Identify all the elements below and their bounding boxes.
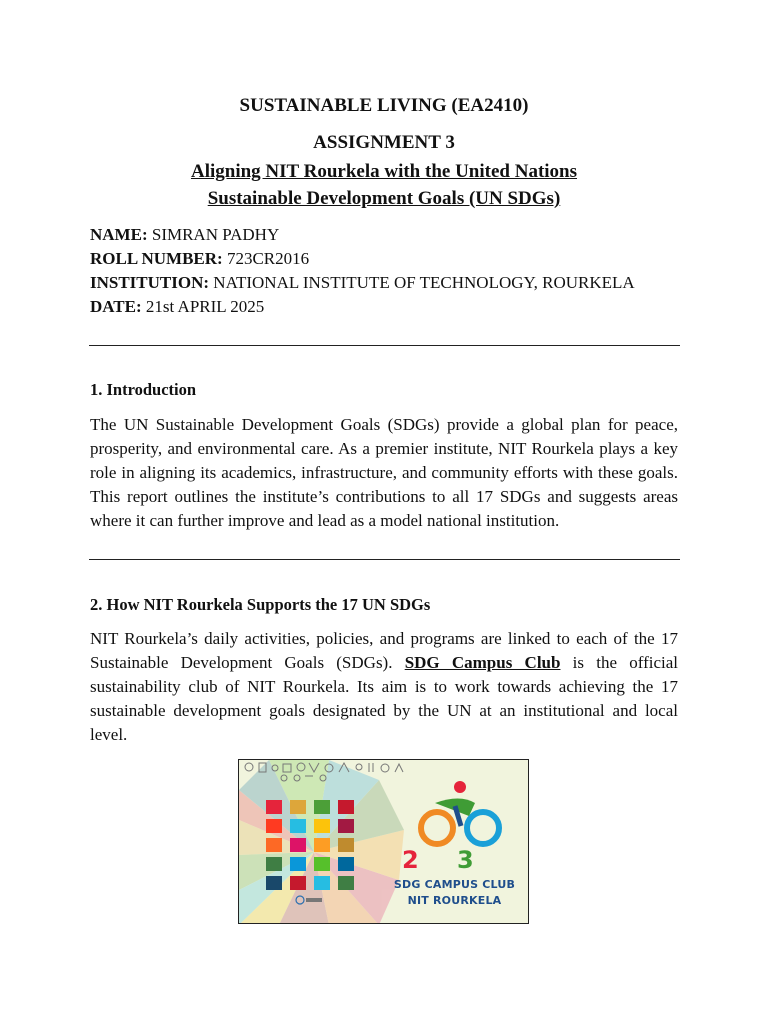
sdg-goal-tile	[290, 876, 306, 890]
roll-label: ROLL NUMBER:	[90, 249, 223, 268]
sdg-goal-tile	[338, 838, 354, 852]
digit-three: 3	[457, 846, 474, 874]
sdg-goal-tile	[290, 819, 306, 833]
institution-value: NATIONAL INSTITUTE OF TECHNOLOGY, ROURKELA	[209, 273, 635, 292]
report-title-line1: Aligning NIT Rourkela with the United Nations	[190, 161, 578, 182]
sdg-goal-tile	[338, 876, 354, 890]
club-name-line2: NIT ROURKELA	[407, 894, 502, 907]
name-label: NAME:	[90, 225, 148, 244]
institution-label: INSTITUTION:	[90, 273, 210, 292]
paragraph-text: is the official sustainability club of NIT Rourkela. Its aim is to work towards achieving the 17 sustainable development goals designated by the UN at an institutional and local level.	[90, 653, 678, 744]
sdg-goal-tile	[314, 857, 330, 871]
meta-block	[90, 223, 635, 319]
sdg-goal-tile	[290, 838, 306, 852]
meta-date	[90, 295, 635, 319]
meta-name	[90, 223, 635, 247]
sdg-club-paragraph	[90, 627, 678, 747]
sdg-goal-tile	[314, 800, 330, 814]
sdg-goal-tile	[338, 800, 354, 814]
sdg-goal-tile	[266, 857, 282, 871]
sdg-goal-tile	[338, 857, 354, 871]
roll-value: 723CR2016	[222, 249, 310, 268]
assignment-title: ASSIGNMENT 3	[313, 132, 455, 153]
sdg-goal-tile	[266, 800, 282, 814]
divider	[89, 559, 680, 560]
meta-institution	[90, 271, 635, 295]
sdg-campus-club-image	[238, 759, 529, 924]
report-title-line2: Sustainable Development Goals (UN SDGs)	[207, 188, 561, 209]
divider	[89, 345, 680, 346]
cyclist-logo	[421, 781, 499, 844]
introduction-paragraph: The UN Sustainable Development Goals (SDGs) provide a global plan for peace, prosperity, and environmental care. As a premier institute, NIT Rourkela plays a key role in aligning its academics, infrastructure, and community efforts with these goals. This report outlines the institute’s contributions to all 17 SDGs and suggests areas where it can further improve and lead as a model national institution.	[90, 415, 678, 530]
sdg-goal-tile	[314, 876, 330, 890]
sdg-goal-tile	[290, 857, 306, 871]
sdg-goal-tile	[314, 819, 330, 833]
section-heading-sdgs: 2. How NIT Rourkela Supports the 17 UN SDGs	[90, 595, 431, 614]
sdg-goal-tile	[314, 838, 330, 852]
name-value: SIMRAN PADHY	[147, 225, 280, 244]
paragraph-text: NIT Rourkela’s daily activities, policies, and programs are linked to each of the 17 Sustainable Development Goals (SDGs).	[90, 629, 678, 672]
course-title: SUSTAINABLE LIVING (EA2410)	[239, 95, 529, 116]
date-label: DATE:	[90, 297, 142, 316]
date-value: 21st APRIL 2025	[141, 297, 265, 316]
sdg-goal-tile	[290, 800, 306, 814]
digit-two: 2	[402, 846, 419, 874]
sdg-goal-tile	[338, 819, 354, 833]
sdg-goal-tile	[266, 876, 282, 890]
sdg-campus-club-link[interactable]: SDG Campus Club	[404, 653, 561, 672]
sdg-goal-tile	[266, 819, 282, 833]
sdg-goal-tile	[266, 838, 282, 852]
club-name-line1: SDG CAMPUS CLUB	[393, 878, 516, 891]
meta-roll	[90, 247, 635, 271]
section-heading-introduction: 1. Introduction	[90, 380, 197, 399]
